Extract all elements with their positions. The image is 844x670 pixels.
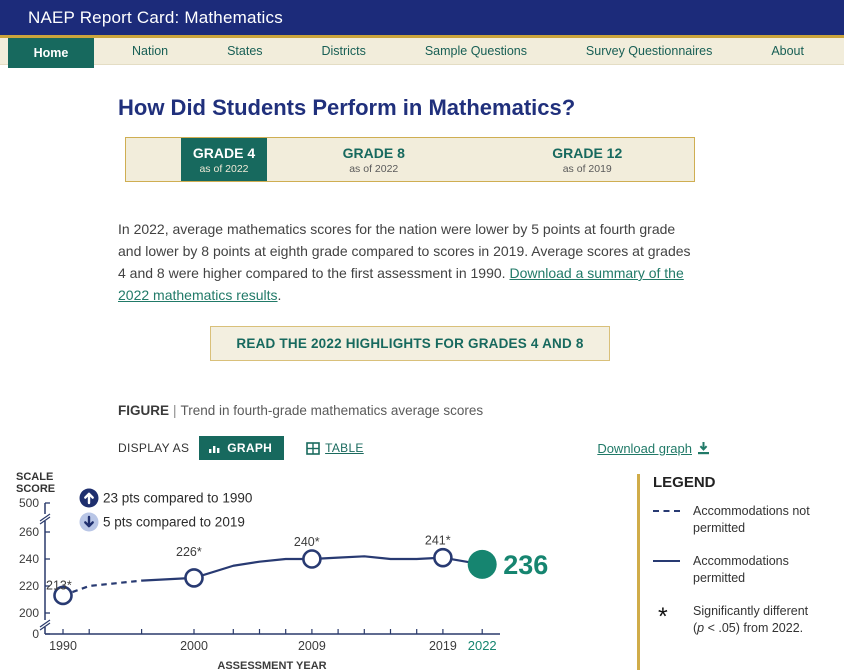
graph-button-label: GRAPH [227,441,273,455]
grade-12-sub: as of 2019 [562,162,612,175]
svg-text:2022: 2022 [467,638,497,653]
svg-text:SCALE: SCALE [16,471,54,483]
figure-title: Trend in fourth-grade mathematics average scores [180,403,484,418]
svg-text:220: 220 [18,579,39,593]
svg-text:0: 0 [32,627,39,641]
main-nav [0,38,844,65]
figure-word: FIGURE [118,403,170,418]
solid-line-swatch-icon [653,553,693,587]
svg-text:SCORE: SCORE [16,483,56,495]
svg-text:240*: 240* [293,535,320,549]
svg-text:1990: 1990 [49,639,77,653]
grade-tab-spacer [126,138,181,181]
grade-tab-bar [125,137,695,182]
read-highlights-button[interactable]: READ THE 2022 HIGHLIGHTS FOR GRADES 4 AND 8 [210,326,610,361]
svg-text:240: 240 [18,552,39,566]
nav-item-districts[interactable]: Districts [321,44,366,58]
grade-8-label: GRADE 8 [342,144,405,161]
svg-text:2019: 2019 [428,639,457,653]
svg-text:23 pts compared to 1990: 23 pts compared to 1990 [103,490,253,506]
table-button-label: TABLE [325,441,364,455]
grade-8-sub: as of 2022 [349,162,399,175]
bar-chart-icon [208,443,221,454]
svg-text:241*: 241* [424,533,451,548]
svg-text:ASSESSMENT YEAR: ASSESSMENT YEAR [217,660,327,670]
figure-separator: | [173,403,177,418]
svg-text:213*: 213* [46,578,72,593]
grade-4-sub: as of 2022 [199,162,249,175]
asterisk-icon: * [658,603,668,631]
nav-item-nation[interactable]: Nation [132,44,169,58]
download-icon [697,441,710,455]
chart-legend [637,474,827,670]
summary-download-link[interactable]: Download a summary of the 2022 mathematics results [118,265,684,303]
download-graph-label: Download graph [597,440,692,456]
display-as-label: DISPLAY AS [118,441,190,455]
grade-4-label: GRADE 4 [192,144,256,161]
intro-paragraph [118,218,702,306]
svg-text:500: 500 [18,496,39,510]
legend-item-accommodations-not-permitted [653,503,827,537]
figure-row [0,468,844,670]
svg-text:226*: 226* [176,544,202,559]
legend-item-accommodations-permitted [653,553,827,587]
grade-12-label: GRADE 12 [552,144,623,161]
svg-text:2000: 2000 [180,639,208,653]
table-view-button[interactable] [306,441,364,455]
intro-text: In 2022, average mathematics scores for the nation were lower by 5 points at fourth grade and lower by 8 points at eighth grade compared to scores in 2019. Average scores at grades 4 and 8 were higher compared to the first assessment in 1990. [118,221,691,281]
legend-item-label: Accommodations not permitted [693,504,810,535]
figure-caption [118,403,844,418]
legend-item-label: Accommodations permitted [693,554,789,585]
site-title: NAEP Report Card: Mathematics [28,7,283,27]
graph-view-button[interactable] [199,436,284,460]
display-toggle-row [118,436,710,460]
main-content [0,95,844,460]
dashed-line-swatch-icon [653,503,693,537]
svg-text:5 pts compared to 2019: 5 pts compared to 2019 [103,514,245,530]
svg-text:2009: 2009 [297,639,326,653]
nav-rest [94,38,844,64]
tab-grade-8[interactable] [267,138,481,181]
trend-line-chart [0,468,632,670]
tab-grade-4[interactable] [181,138,267,181]
legend-item-significance [653,603,827,637]
table-grid-icon [306,442,320,455]
nav-item-states[interactable]: States [227,44,263,58]
svg-text:200: 200 [18,606,39,620]
page-title: How Did Students Perform in Mathematics? [118,95,576,120]
legend-title: LEGEND [653,474,716,491]
svg-text:260: 260 [18,525,39,539]
svg-text:236: 236 [503,549,549,580]
tab-grade-12[interactable] [481,138,695,181]
nav-item-sample-questions[interactable]: Sample Questions [424,44,527,58]
download-graph-link[interactable] [597,441,710,456]
intro-period: . [277,287,282,303]
nav-item-about[interactable]: About [771,44,804,58]
nav-item-survey-questionnaires[interactable]: Survey Questionnaires [585,44,713,58]
site-header [0,0,844,38]
legend-item-label: Significantly different (p < .05) from 2022. [693,604,809,635]
nav-item-home[interactable]: Home [8,38,94,68]
